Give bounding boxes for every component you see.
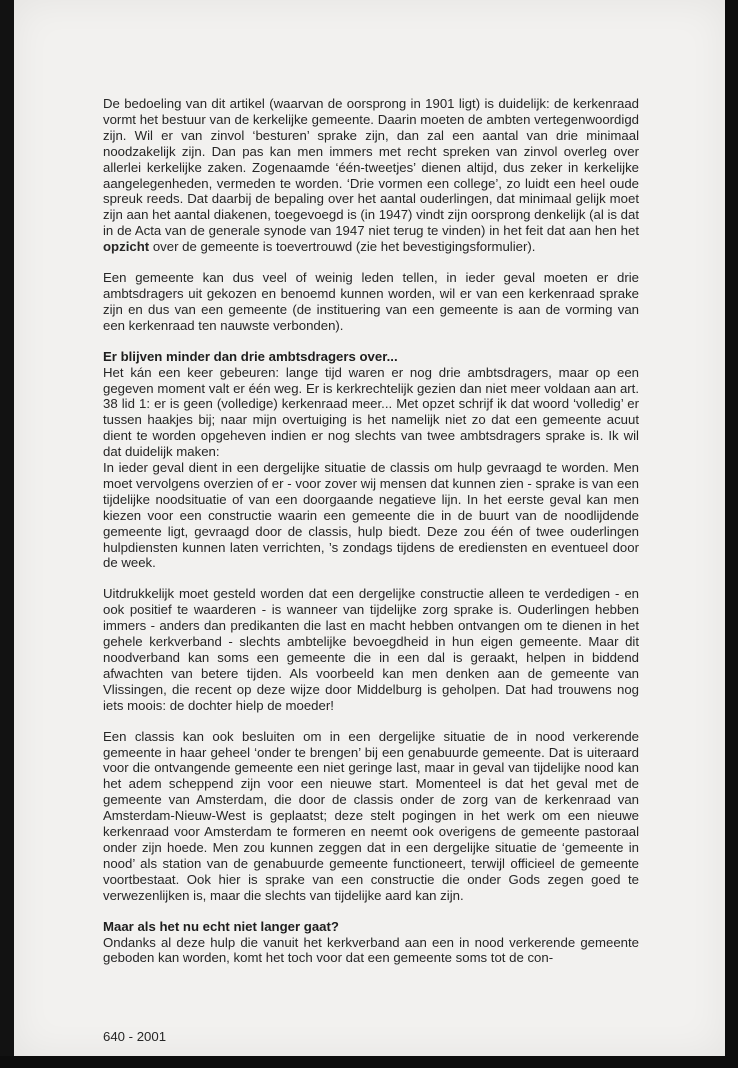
page-number: 640 - 2001 xyxy=(103,1029,167,1044)
emphasis-opzicht: opzicht xyxy=(103,239,150,255)
paragraph-2: Een gemeente kan dus veel of weinig leden tellen, in ieder geval moeten er drie ambtsdragers uit gekozen en benoemd kunnen worden, wil er van een kerkenraad sprake zijn en dus van een gemeente (de instituering van een gemeente is aan de vorming van een kerkenraad ten nauwste verbonden). xyxy=(103,270,639,333)
paragraph-5: Uitdrukkelijk moet gesteld worden dat een dergelijke constructie alleen te verdedigen - en ook positief te waarderen - is wanneer van tijdelijke zorg sprake is. Ouderlingen hebben immers - anders dan predikanten die last en macht hebben ontvangen om te dienen in het gehele kerkverband - slechts ambtelijke bevoegdheid in hun eigen gemeente. Maar dit noodverband kan soms een gemeente die in een dal is geraakt, helpen in biddend afwachten van betere tijden. Als voorbeeld kan men denken aan de gemeente van Vlissingen, die recent op deze wijze door Middelburg is geholpen. Dat had trouwens nog iets moois: de dochter hielp de moeder! xyxy=(103,586,639,713)
paragraph-7: Ondanks al deze hulp die vanuit het kerkverband aan een in nood verkerende gemeente geboden kan worden, komt het toch voor dat een gemeente soms tot de con- xyxy=(103,934,639,966)
section-heading-1: Er blijven minder dan drie ambtsdragers over... xyxy=(103,348,398,364)
scan-border-right xyxy=(725,0,738,1068)
paragraph-3: Het kán een keer gebeuren: lange tijd waren er nog drie ambtsdragers, maar op een gegeven moment valt er één weg. Er is kerkrechtelijk gezien dan niet meer voldaan aan art. 38 lid 1: er is geen (volledige) kerkenraad meer... Met opzet schrijf ik dat woord ‘volledig’ er tussen haakjes bij; naar mijn overtuiging is het namelijk niet zo dat een gemeente acuut dient te worden opgeheven indien er nog slechts van twee ambtsdragers sprake is. Ik wil dat duidelijk maken: xyxy=(103,364,639,460)
paragraph-1-text: De bedoeling van dit artikel (waarvan de oorsprong in 1901 ligt) is duidelijk: de kerkenraad vormt het bestuur van de kerkelijke gemeente. Daarin moeten de ambten vertegenwoordigd zijn. Wil er van zinvol ‘besturen’ sprake zijn, dan zal een aantal van drie minimaal noodzakelijk zijn. Dan pas kan men immers met recht spreken van zinvol overleg over allerlei kerkelijke zaken. Zogenaamde ‘één-tweetjes’ dienen altijd, dus zeker in kerkelijke aangelegenheden, vermeden te worden. ‘Drie vormen een college’, zo luidt een heel oude spreuk reeds. Dat daarbij de bepaling over het aantal ouderlingen, dat minimaal gelijk moet zijn aan het aantal diakenen, toegevoegd is (in 1947) vindt zijn oorsprong denkelijk (al is dat in de Acta van de generale synode van 1947 niet terug te vinden) in het feit dat aan hen het xyxy=(103,96,639,239)
scan-border-bottom xyxy=(0,1056,738,1068)
paragraph-4: In ieder geval dient in een dergelijke situatie de classis om hulp gevraagd te worden. Men moet vervolgens overzien of er - voor zover wij mensen dat kunnen zien - sprake is van een tijdelijke noodsituatie of van een doorgaande negatieve lijn. In het eerste geval kan men kiezen voor een constructie waarin een gemeente die in de buurt van de noodlijdende gemeente ligt, gevraagd door de classis, hulp biedt. Deze zou één of twee ouderlingen hulpdiensten kunnen laten verrichten, ’s zondags tijdens de erediensten en eventueel door de week. xyxy=(103,460,639,571)
article-body xyxy=(103,96,639,966)
section-heading-2: Maar als het nu echt niet langer gaat? xyxy=(103,918,339,934)
paragraph-6: Een classis kan ook besluiten om in een dergelijke situatie de in nood verkerende gemeente in haar geheel ‘onder te brengen’ bij een genabuurde gemeente. Dat is uiteraard voor die ontvangende gemeente een niet geringe last, maar in geval van tijdelijke nood kan het adem scheppend zijn voor een nieuwe start. Momenteel is dat het geval met de gemeente van Amsterdam, die door de classis onder de zorg van de kerkenraad van Amsterdam-Nieuw-West is geplaatst; deze stelt pogingen in het werk om een nieuwe kerkenraad voor Amsterdam te formeren en neemt ook overigens de gemeente pastoraal onder zijn hoede. Men zou kunnen zeggen dat in een dergelijke situatie de ‘gemeente in nood’ als station van de genabuurde gemeente functioneert, terwijl officieel de gemeente voortbestaat. Ook hier is sprake van een constructie die onder Gods zegen goed te verwezenlijken is, maar die slechts van tijdelijke aard kan zijn. xyxy=(103,728,639,903)
paragraph-1 xyxy=(103,96,639,255)
scan-border-left xyxy=(0,0,14,1068)
paragraph-1-end: over de gemeente is toevertrouwd (zie het bevestigingsformulier). xyxy=(152,239,536,255)
